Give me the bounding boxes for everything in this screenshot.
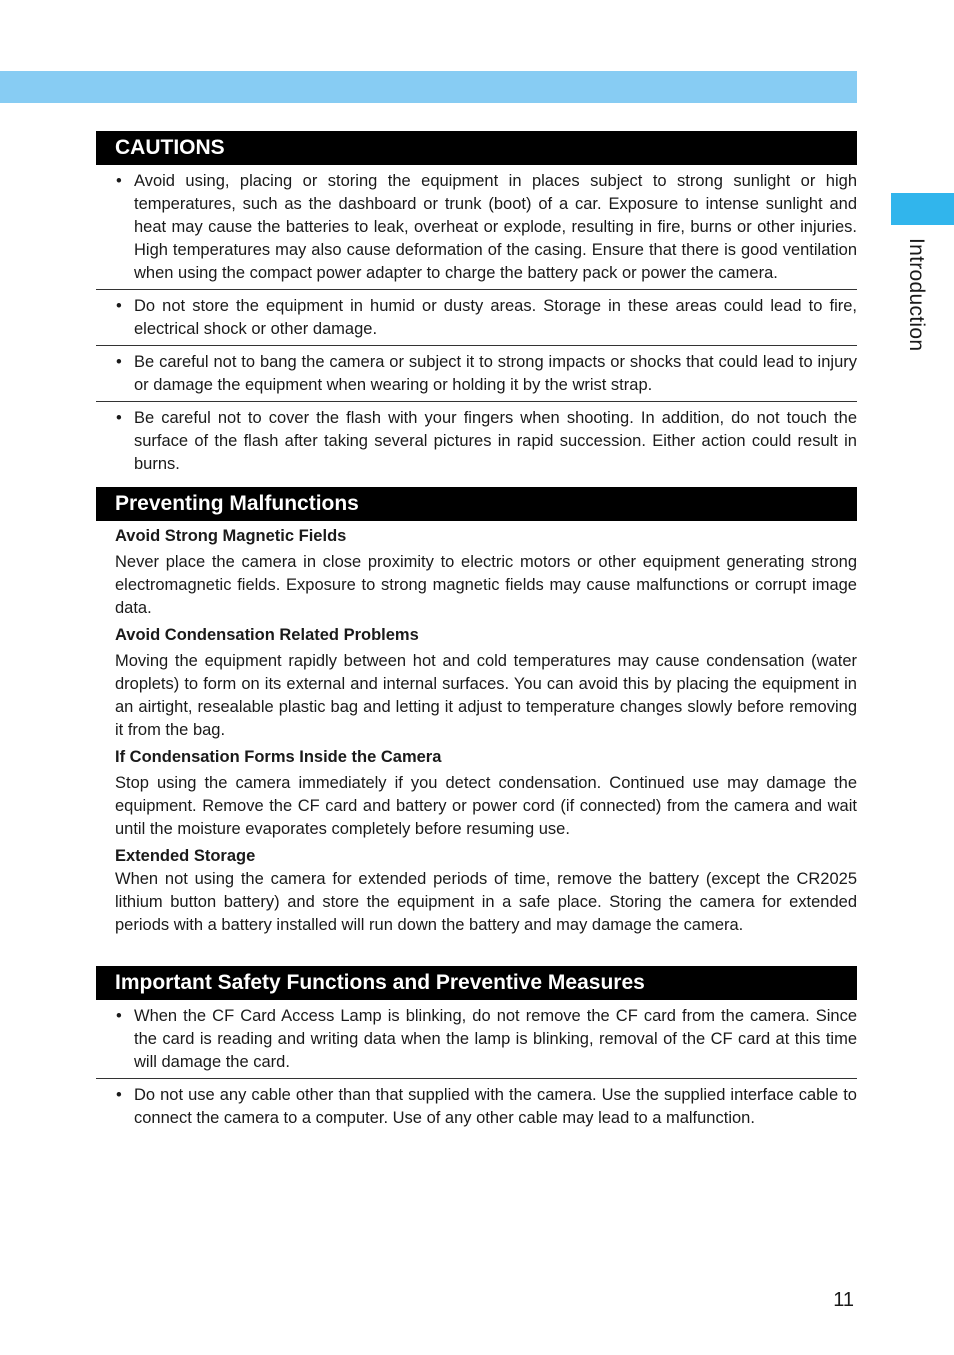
subsection-body: Moving the equipment rapidly between hot and cold temperatures may cause condensation (water droplets) to form on its external and internal surfaces. You can avoid this by placing the equipment in an airtight, resealable plastic bag and letting it adjust to temperature changes slowly before removing it from the bag. bbox=[115, 652, 857, 739]
subsection-title: If Condensation Forms Inside the Camera bbox=[115, 748, 442, 766]
list-item: • Be careful not to cover the flash with your fingers when shooting. In addition, do not touch the surface of the flash after taking several pictures in rapid succession. Either action could result in burns. bbox=[96, 401, 857, 480]
list-item: • When the CF Card Access Lamp is blinking, do not remove the CF card from the camera. Since the card is reading and writing data when the lamp is blinking, removal of the CF card at this time will damage the card. bbox=[96, 1000, 857, 1078]
subsection-condensation-inside bbox=[96, 746, 857, 841]
chapter-tab-label: Introduction bbox=[905, 238, 928, 352]
subsection-title: Extended Storage bbox=[115, 847, 256, 865]
subsection-extended-storage bbox=[96, 845, 857, 937]
list-item: • Do not store the equipment in humid or dusty areas. Storage in these areas could lead to fire, electrical shock or other damage. bbox=[96, 289, 857, 345]
top-color-band bbox=[0, 71, 857, 103]
list-item: • Avoid using, placing or storing the equipment in places subject to strong sunlight or high temperatures, such as the dashboard or trunk (boot) of a car. Exposure to intense sunlight and heat may cause the batteries to leak, overheat or explode, resulting in fire, burns or other injuries. High temperatures may also cause deformation of the casing. Ensure that there is good ventilation when using the compact power adapter to charge the battery pack or power the camera. bbox=[96, 165, 857, 289]
subsection-body: Never place the camera in close proximity to electric motors or other equipment generating strong electromagnetic fields. Exposure to strong magnetic fields may cause malfunctions or corrupt image data. bbox=[115, 553, 857, 617]
malfunctions-heading: Preventing Malfunctions bbox=[96, 487, 857, 521]
safety-list bbox=[96, 1000, 857, 1134]
list-item: • Do not use any cable other than that supplied with the camera. Use the supplied interface cable to connect the camera to a computer. Use of any other cable may lead to a malfunction. bbox=[96, 1078, 857, 1134]
safety-heading: Important Safety Functions and Preventive Measures bbox=[96, 966, 857, 1000]
malfunctions-section bbox=[96, 487, 857, 937]
cautions-heading: CAUTIONS bbox=[96, 131, 857, 165]
cautions-section bbox=[96, 131, 857, 480]
subsection-condensation bbox=[96, 624, 857, 742]
safety-section bbox=[96, 966, 857, 1134]
subsection-magnetic-fields bbox=[96, 525, 857, 620]
subsection-body: When not using the camera for extended periods of time, remove the battery (except the CR2025 lithium button battery) and store the equipment in a safe place. Storing the camera for extended periods with a battery installed will run down the battery and may damage the camera. bbox=[115, 870, 857, 934]
page-number: 11 bbox=[833, 1289, 854, 1311]
subsection-title: Avoid Strong Magnetic Fields bbox=[115, 527, 347, 545]
list-item: • Be careful not to bang the camera or subject it to strong impacts or shocks that could lead to injury or damage the equipment when wearing or holding it by the wrist strap. bbox=[96, 345, 857, 401]
subsection-title: Avoid Condensation Related Problems bbox=[115, 626, 419, 644]
chapter-tab-marker bbox=[891, 193, 954, 225]
cautions-list bbox=[96, 165, 857, 480]
subsection-body: Stop using the camera immediately if you detect condensation. Continued use may damage the equipment. Remove the CF card and battery or power cord (if connected) from the camera and wait until the moisture evaporates completely before resuming use. bbox=[115, 774, 857, 838]
